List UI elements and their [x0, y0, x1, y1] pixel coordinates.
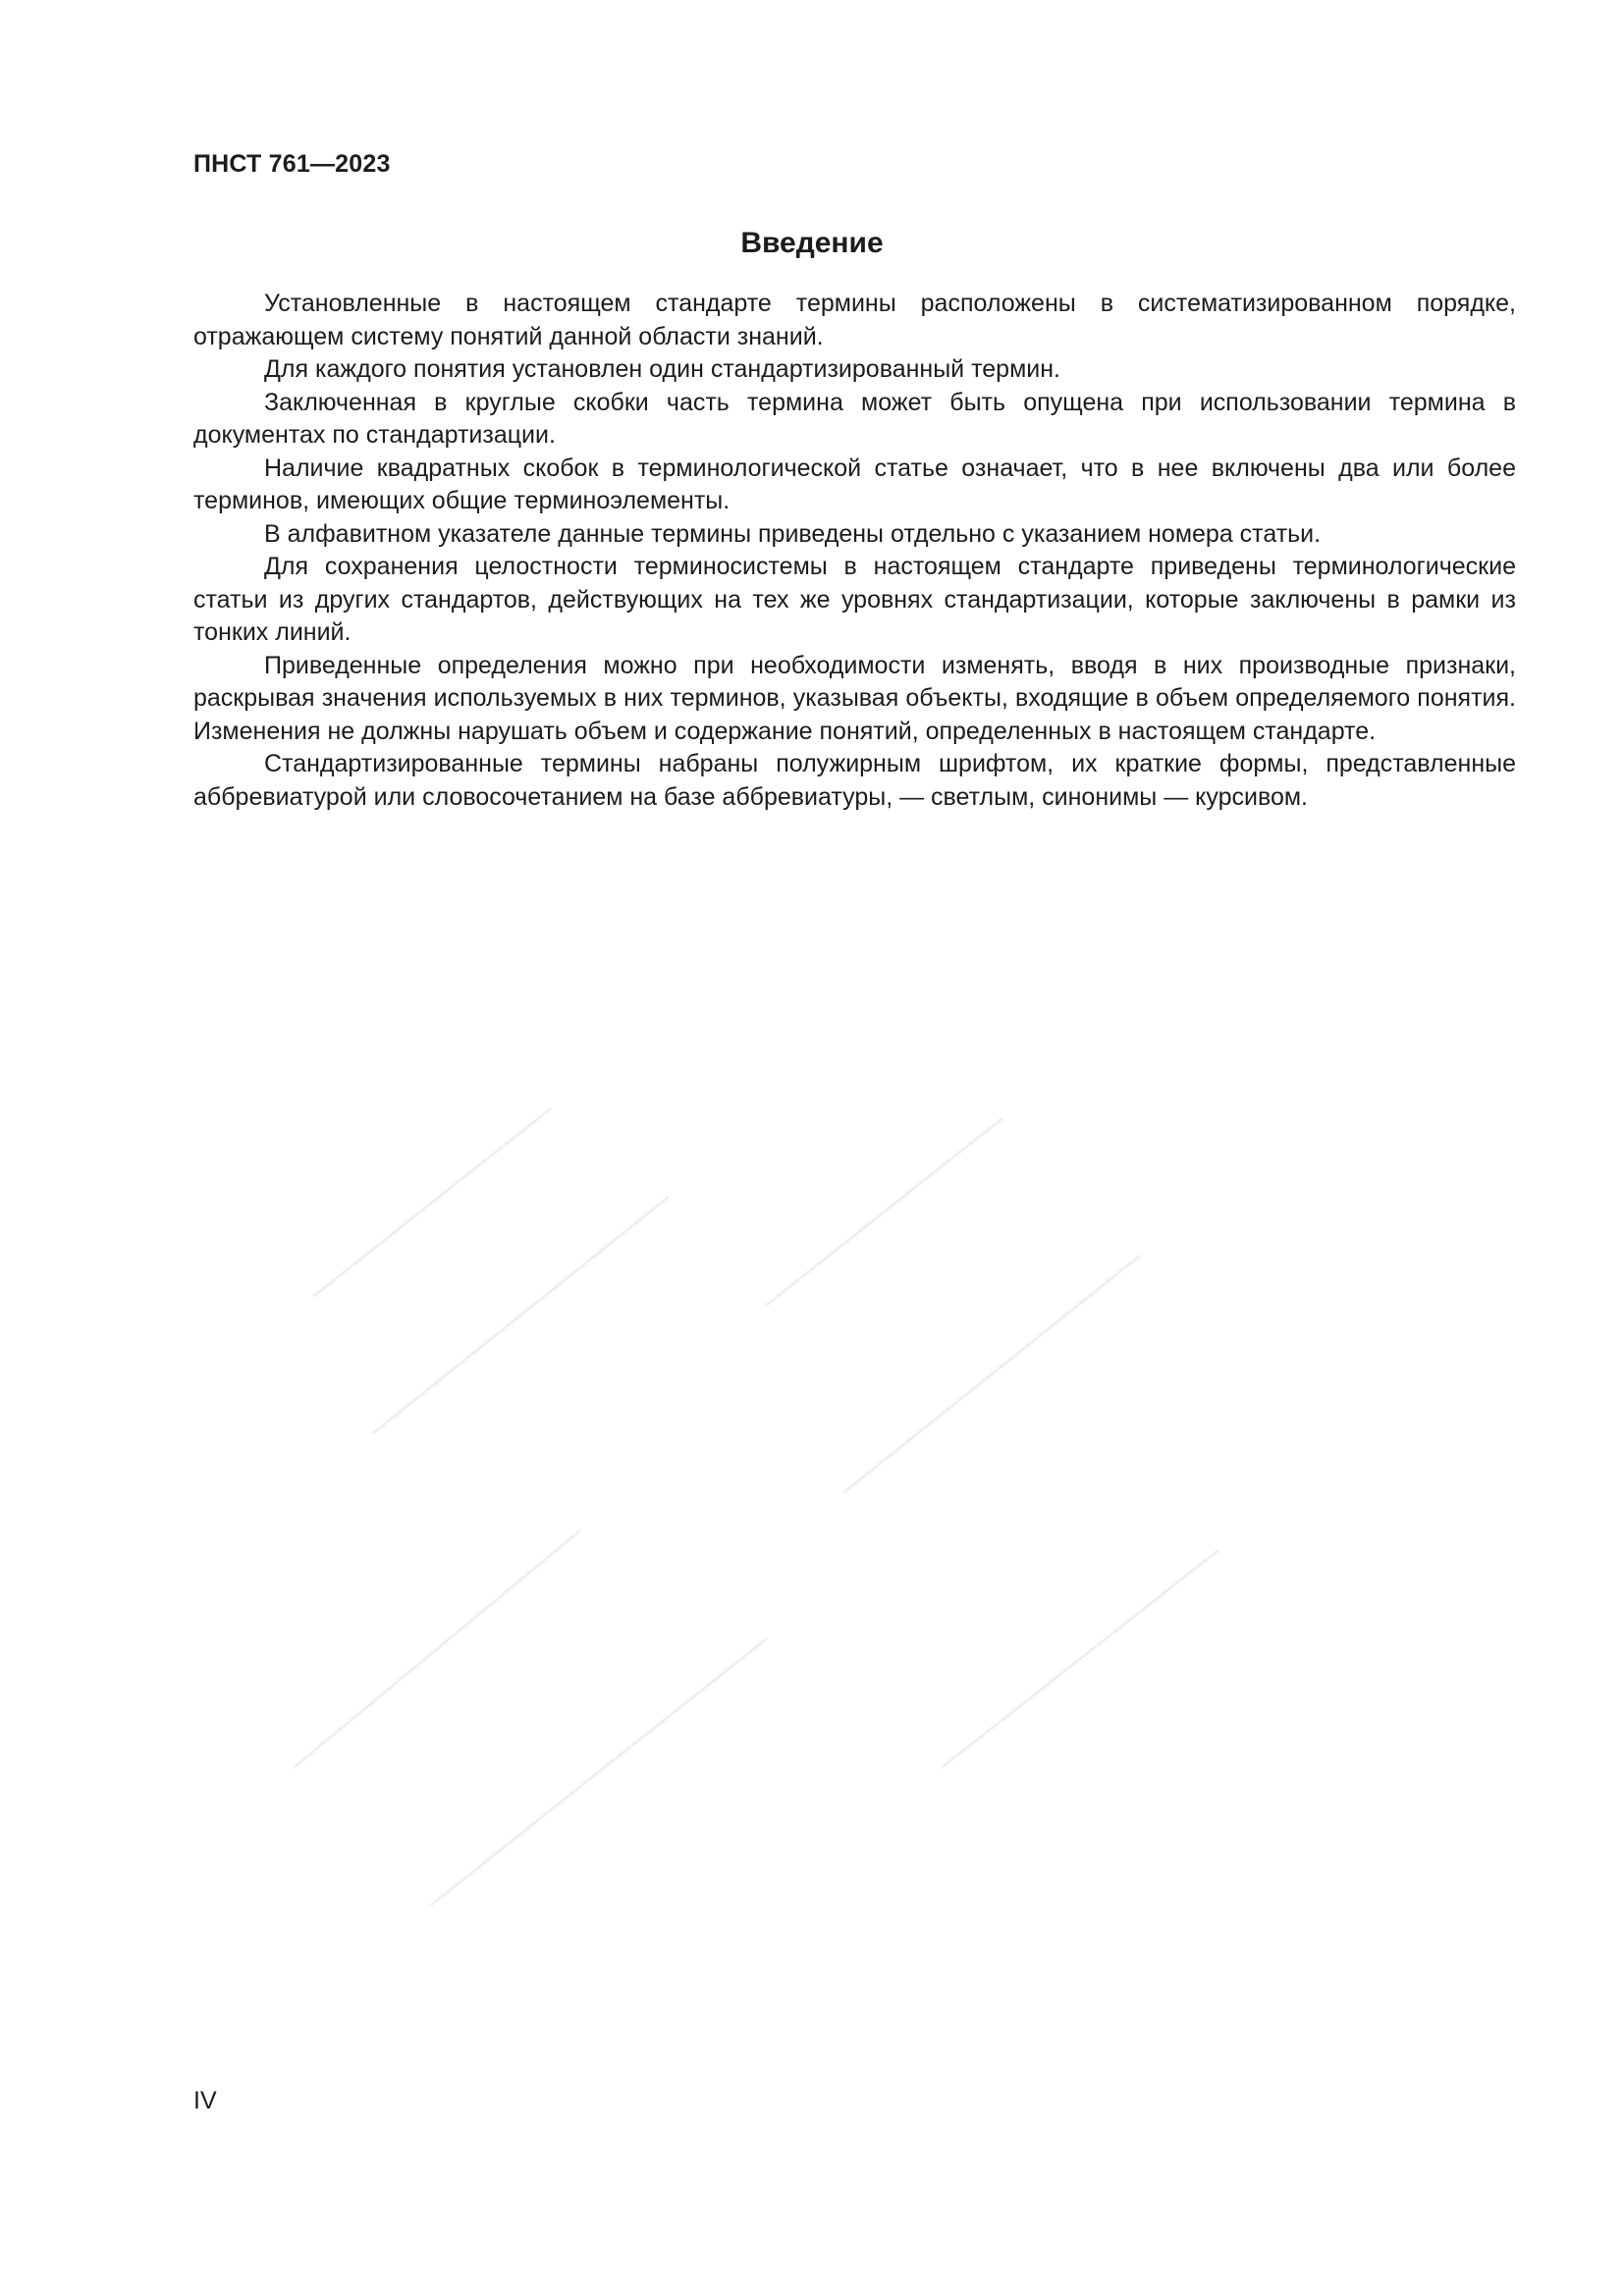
- introduction-body: [193, 288, 1516, 814]
- paragraph: Заключенная в круглые скобки часть термина может быть опущена при использовании термина в документах по стандартизации.: [193, 388, 1516, 449]
- document-code: ПНСТ 761—2023: [193, 150, 391, 178]
- section-title: Введение: [740, 227, 884, 259]
- paragraph: Наличие квадратных скобок в терминологической статье означает, что в нее включены два или более терминов, имеющих общие терминоэлементы.: [193, 454, 1516, 514]
- paragraph: Стандартизированные термины набраны полужирным шрифтом, их краткие формы, представленные аббревиатурой или словосочетанием на базе аббревиатуры, — светлым, синонимы — курсивом.: [193, 750, 1516, 811]
- paragraph: Для сохранения целостности терминосистемы в настоящем стандарте приведены терминологические статьи из других стандартов, действующих на тех же уровнях стандартизации, которые заключены в рамки из тонких линий.: [193, 553, 1516, 646]
- paragraph: В алфавитном указателе данные термины приведены отдельно с указанием номера статьи.: [264, 519, 1322, 548]
- paragraph: Приведенные определения можно при необходимости изменять, вводя в них производные признаки, раскрывая значения используемых в них терминов, указывая объекты, входящие в объем определяемого понятия. Изменения не должны нарушать объем и содержание понятий, определенных в настоящем стандарте.: [193, 651, 1516, 745]
- paragraph: Установленные в настоящем стандарте термины расположены в систематизированном порядке, отражающем систему понятий данной области знаний.: [193, 290, 1516, 350]
- page-number: IV: [193, 2087, 217, 2114]
- faint-watermark-pattern: [255, 883, 1335, 2061]
- paragraph: Для каждого понятия установлен один стандартизированный термин.: [264, 355, 1060, 383]
